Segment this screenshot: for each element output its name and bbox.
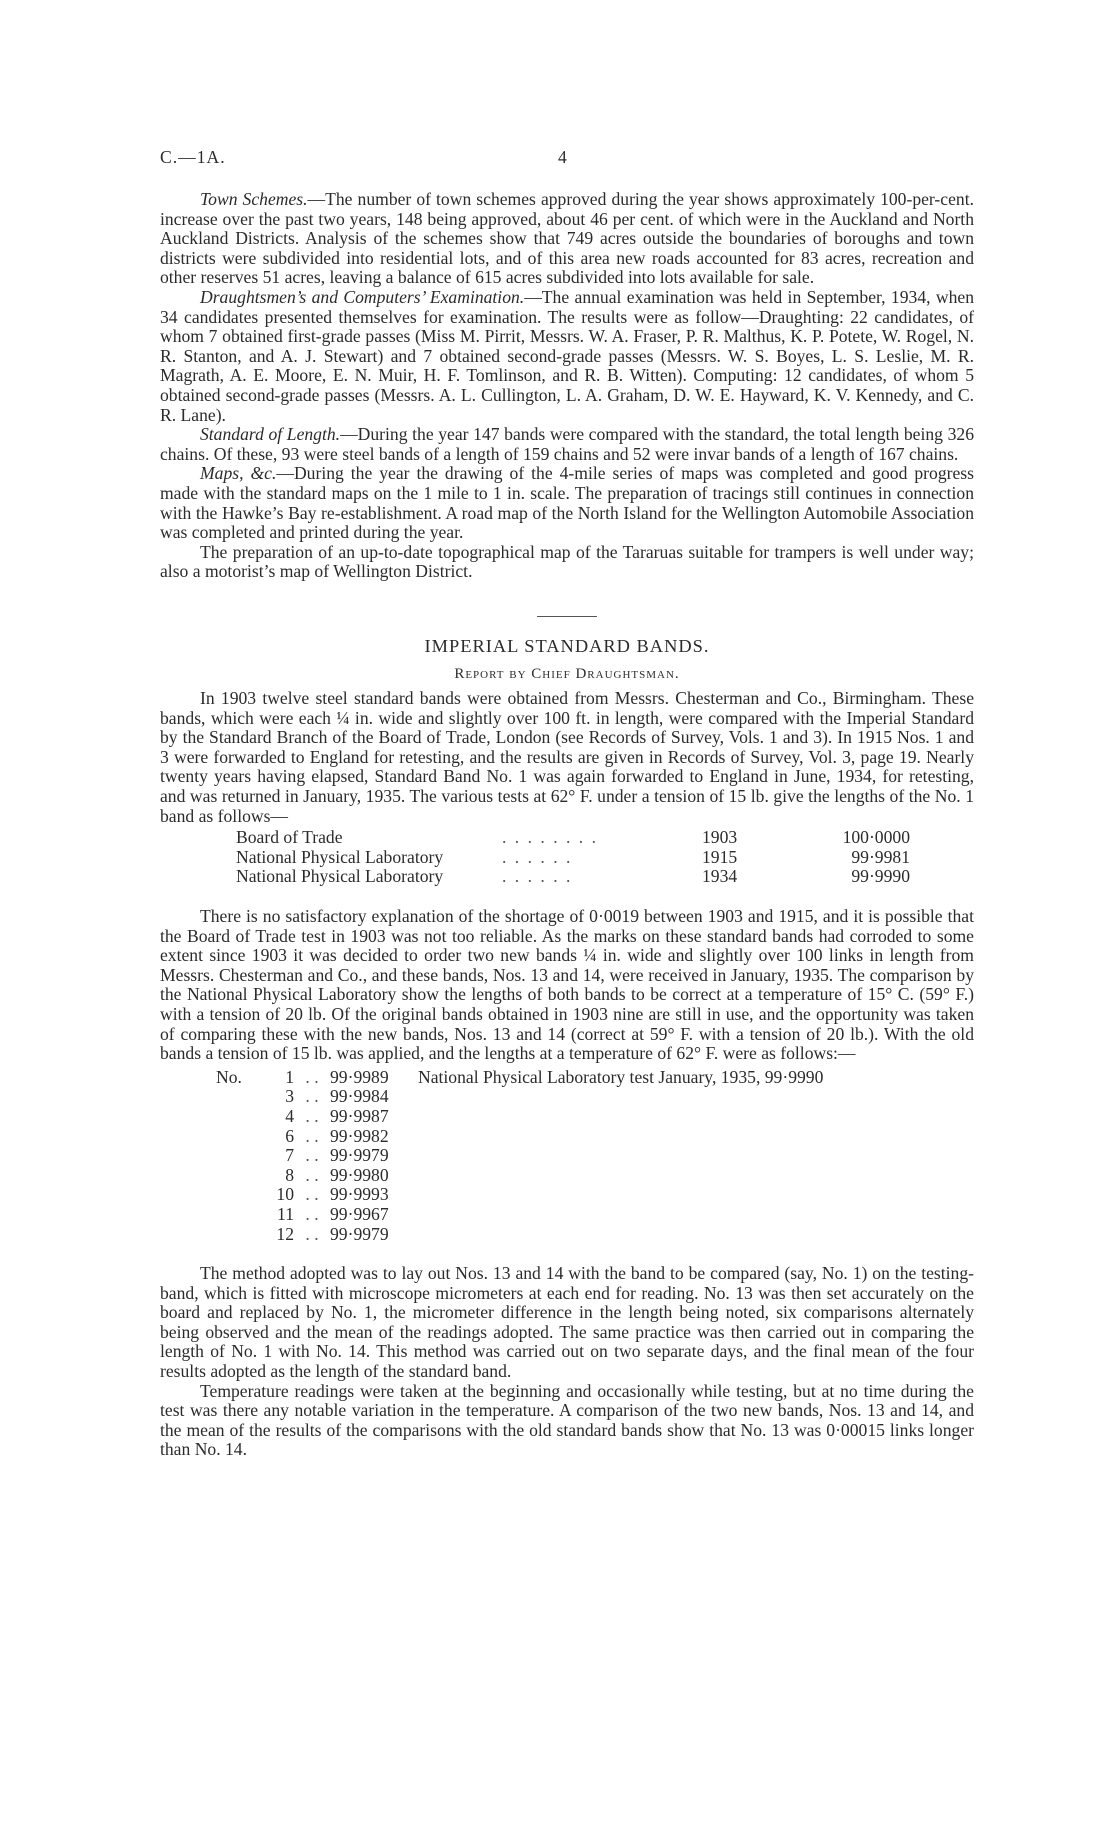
table-row — [216, 1225, 823, 1245]
band-length: 99·9982 — [330, 1125, 389, 1146]
band-length: 99·9967 — [330, 1203, 389, 1224]
section-middle: There is no satisfactory explanation of the shortage of 0·0019 between 1903 and 1915, and it is possible that the Board of Trade test in 1903 was not too reliable. As the marks on these standard bands had corroded to some extent since 1903 it was decided to order two new bands ¼ in. wide and slightly over 100 links in length from Messrs. Chesterman and Co., and these bands, Nos. 13 and 14, were received in January, 1935. The comparison by the National Physical Laboratory show the lengths of both bands to be correct at a temperature of 15° C. (59° F.) with a tension of 20 lb. Of the original bands obtained in 1903 nine are still in use, and the opportunity was taken of comparing these with the new bands, Nos. 13 and 14 (correct at 59° F. with a tension of 20 lb.). With the old bands a tension of 15 lb. was applied, and the lengths at a temperature of 62° F. were as follows:— — [160, 906, 974, 1064]
band-number: 11 — [277, 1203, 294, 1224]
section-intro: In 1903 twelve steel standard bands were obtained from Messrs. Chesterman and Co., Birmingham. These bands, which were each ¼ in. wide and slightly over 100 ft. in length, were compared with the Imperial Standard by the Standard Branch of the Board of Trade, London (see Records of Survey, Vols. 1 and 3). In 1915 Nos. 1 and 3 were forwarded to England for retesting, and the results are given in Records of Survey, Vol. 3, page 19. Nearly twenty years having elapsed, Standard Band No. 1 was again forwarded to England in June, 1934, for retesting, and was returned in January, 1935. The various tests at 62° F. under a tension of 15 lb. give the lengths of the No. 1 band as follows— — [160, 688, 974, 826]
paragraph-title: Draughtsmen’s and Computers’ Examination. — [200, 286, 525, 307]
test-year: 1934 — [702, 866, 738, 887]
paragraph-text: —During the year 147 bands were compared with the standard, the total length being 326 chains. Of these, 93 were steel bands of a length of 159 chains and 52 were invar bands of a length of 167 chains. — [160, 424, 974, 464]
band-note: National Physical Laboratory test January, 1935, 99·9990 — [418, 1066, 824, 1087]
table-row — [216, 1127, 823, 1147]
table-row — [216, 1205, 823, 1225]
paragraph-examination — [160, 288, 974, 425]
report-reference: C.—1A. — [160, 147, 226, 167]
test-length: 100·0000 — [842, 827, 910, 848]
band-length: 99·9979 — [330, 1223, 389, 1244]
band-lengths-table — [216, 1068, 823, 1244]
paragraph-text: —During the year the drawing of the 4-mile series of maps was completed and good progress made with the standard maps on the 1 mile to 1 in. scale. The preparation of tracings still continues in connection with the Hawke’s Bay re-establishment. A road map of the North Island for the Wellington Automobile Association was completed and printed during the year. — [160, 463, 974, 543]
section-divider — [537, 616, 597, 617]
band-length: 99·9993 — [330, 1184, 389, 1205]
paragraph-title: Maps, &c. — [200, 463, 277, 484]
table-row — [236, 848, 910, 868]
band-number: 6 — [285, 1125, 294, 1146]
leader-dots: . . — [305, 1184, 319, 1205]
band-test-table — [236, 828, 910, 887]
test-length: 99·9981 — [851, 846, 910, 867]
leader-dots: . . . . . . . . — [502, 827, 598, 848]
leader-dots: . . — [305, 1223, 319, 1244]
leader-dots: . . — [305, 1105, 319, 1126]
section-title: IMPERIAL STANDARD BANDS. — [424, 635, 710, 656]
test-year: 1915 — [702, 846, 738, 867]
band-number: 8 — [285, 1164, 294, 1185]
band-length: 99·9987 — [330, 1105, 389, 1126]
leader-dots: . . . . . . — [502, 846, 573, 867]
leader-dots: . . . . . . — [502, 866, 573, 887]
paragraph-tararuas-map — [160, 543, 974, 582]
table-row — [216, 1087, 823, 1107]
page-header — [160, 148, 974, 168]
paragraph-text: —The number of town schemes approved during the year shows approximately 100-per-cent. increase over the past two years, 148 being approved, about 46 per cent. of which were in the Auckland and North Auckland Districts. Analysis of the schemes show that 749 acres outside the boundaries of boroughs and town districts were subdivided into residential lots, and of this area new roads accounted for 83 acres, recreation and other reserves 51 acres, leaving a balance of 615 acres subdivided into lots available for sale. — [160, 189, 974, 288]
table-row — [216, 1068, 823, 1088]
leader-dots: . . — [305, 1086, 319, 1107]
test-label: National Physical Laboratory — [236, 846, 444, 867]
table-row — [236, 828, 910, 848]
band-length: 99·9989 — [330, 1066, 389, 1087]
section-closing-temperature: Temperature readings were taken at the beginning and occasionally while testing, but at no time during the test was there any notable variation in the temperature. A comparison of the two new bands, Nos. 13 and 14, and the mean of the results of the comparisons with the old standard bands show that No. 13 was 0·00015 links longer than No. 14. — [160, 1380, 974, 1460]
paragraph-text: The preparation of an up-to-date topographical map of the Tararuas suitable for trampers is well under way; also a motorist’s map of Wellington District. — [160, 541, 974, 582]
table-row — [236, 867, 910, 887]
band-no-label: No. — [216, 1066, 242, 1087]
band-number: 10 — [276, 1184, 294, 1205]
test-length: 99·9990 — [851, 866, 910, 887]
band-length: 99·9984 — [330, 1086, 389, 1107]
paragraph-title: Town Schemes. — [200, 189, 308, 209]
leader-dots: . . — [305, 1145, 319, 1166]
leader-dots: . . — [305, 1203, 319, 1224]
band-number: 12 — [276, 1223, 294, 1244]
document-page — [160, 148, 974, 1460]
band-number: 1 — [285, 1066, 294, 1087]
section-subtitle: Report by Chief Draughtsman. — [454, 666, 680, 683]
paragraph-standard-of-length — [160, 425, 974, 464]
test-label: National Physical Laboratory — [236, 866, 444, 887]
band-number: 7 — [285, 1145, 294, 1166]
leader-dots: . . — [305, 1066, 319, 1087]
paragraph-text: —The annual examination was held in September, 1934, when 34 candidates presented themselves for examination. The results were as follow—Draughting: 22 candidates, of whom 7 obtained first-grade passes (Miss M. Pirrit, Messrs. W. A. Fraser, P. R. Malthus, K. P. Potete, W. Rogel, N. R. Stanton, and A. J. Stewart) and 7 obtained second-grade passes (Messrs. W. S. Boyes, L. S. Leslie, M. R. Magrath, A. E. Moore, E. N. Muir, H. F. Tomlinson, and R. B. Witten). Computing: 12 candidates, of whom 5 obtained second-grade passes (Messrs. A. L. Cullington, L. A. Graham, D. W. E. Hayward, K. V. Kennedy, and C. R. Lane). — [160, 286, 975, 425]
band-number: 3 — [285, 1086, 294, 1107]
band-number: 4 — [285, 1105, 294, 1126]
table-row — [216, 1107, 823, 1127]
band-length: 99·9979 — [330, 1145, 389, 1166]
section-closing-method: The method adopted was to lay out Nos. 13 and 14 with the band to be compared (say, No. 1) on the testing-band, which is fitted with microscope micrometers at each end for reading. No. 13 was then set accurately on the board and replaced by No. 1, the micrometer difference in the length being noted, six comparisons alternately being observed and the mean of the readings adopted. The same practice was then carried out in comparing the length of No. 1 with No. 14. This method was carried out on two separate days, and the final mean of the four results adopted as the length of the standard band. — [160, 1263, 974, 1382]
table-row — [216, 1166, 823, 1186]
test-year: 1903 — [702, 827, 738, 848]
leader-dots: . . — [305, 1164, 319, 1185]
paragraph-title: Standard of Length. — [200, 424, 341, 445]
band-length: 99·9980 — [330, 1164, 389, 1185]
leader-dots: . . — [305, 1125, 319, 1146]
table-row — [216, 1185, 823, 1205]
page-number: 4 — [558, 147, 567, 167]
paragraph-maps — [160, 464, 974, 542]
table-row — [216, 1146, 823, 1166]
paragraph-town-schemes — [160, 190, 974, 288]
test-label: Board of Trade — [236, 827, 343, 848]
